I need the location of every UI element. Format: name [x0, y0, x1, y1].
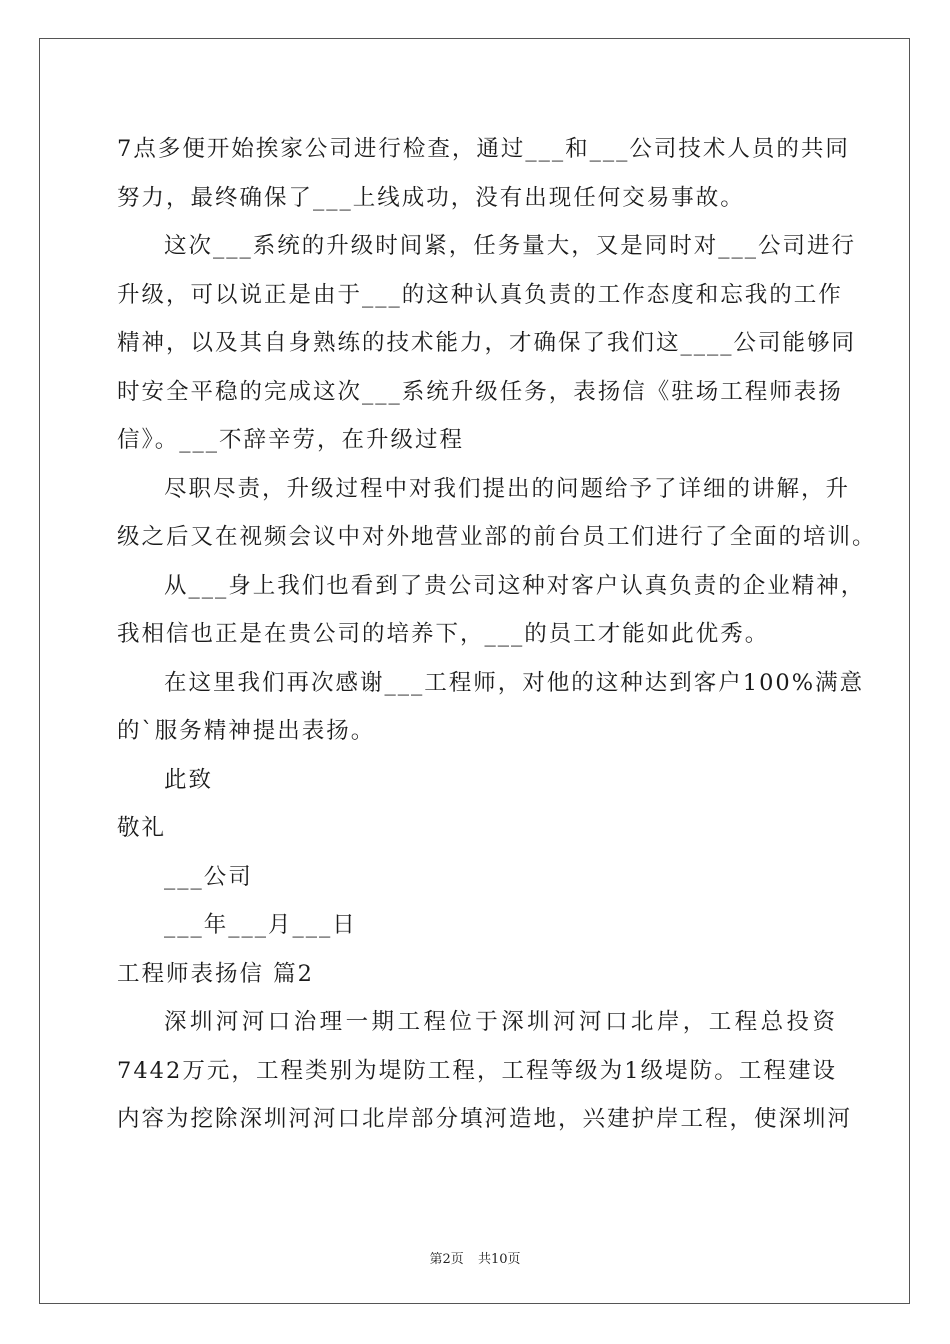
section-heading: 工程师表扬信 篇2 — [117, 960, 314, 987]
text-line: 我相信也正是在贵公司的培养下，___的员工才能如此优秀。 — [117, 621, 770, 647]
page-footer — [0, 1248, 950, 1267]
text-line: 时安全平稳的完成这次___系统升级任务，表扬信《驻场工程师表扬 — [117, 378, 843, 405]
document-body — [117, 125, 877, 1144]
text-line: 内容为挖除深圳河河口北岸部分填河造地，兴建护岸工程，使深圳河 — [117, 1106, 853, 1132]
salutation: 此致 — [164, 766, 214, 793]
text-line: 尽职尽责，升级过程中对我们提出的问题给予了详细的讲解，升 — [164, 475, 851, 502]
page-number: 第2页 — [429, 1252, 464, 1267]
text-line: 信》。___不辞辛劳，在升级过程 — [117, 427, 465, 453]
text-line: 的`服务精神提出表扬。 — [117, 718, 376, 744]
text-line: 从___身上我们也看到了贵公司这种对客户认真负责的企业精神， — [164, 572, 866, 599]
signature-date: ___年___月___日 — [164, 912, 357, 938]
text-line: 这次___系统的升级时间紧，任务量大，又是同时对___公司进行 — [164, 233, 857, 259]
text-line: 努力，最终确保了___上线成功，没有出现任何交易事故。 — [117, 184, 745, 211]
page-total: 共10页 — [477, 1252, 521, 1267]
text-line: 在这里我们再次感谢___工程师，对他的这种达到客户100%满意 — [164, 669, 865, 696]
text-line: 级之后又在视频会议中对外地营业部的前台员工们进行了全面的培训。 — [117, 524, 877, 550]
text-line: 7点多便开始挨家公司进行检查，通过___和___公司技术人员的共同 — [117, 136, 850, 162]
signature-company: ___公司 — [164, 863, 253, 890]
text-line: 深圳河河口治理一期工程位于深圳河河口北岸，工程总投资 — [164, 1009, 837, 1035]
text-line: 精神，以及其自身熟练的技术能力，才确保了我们这____公司能够同 — [117, 330, 857, 356]
text-line: 7442万元，工程类别为堤防工程，工程等级为1级堤防。工程建设 — [117, 1057, 837, 1084]
text-line: 升级，可以说正是由于___的这种认真负责的工作态度和忘我的工作 — [117, 281, 843, 308]
salutation: 敬礼 — [117, 815, 167, 841]
